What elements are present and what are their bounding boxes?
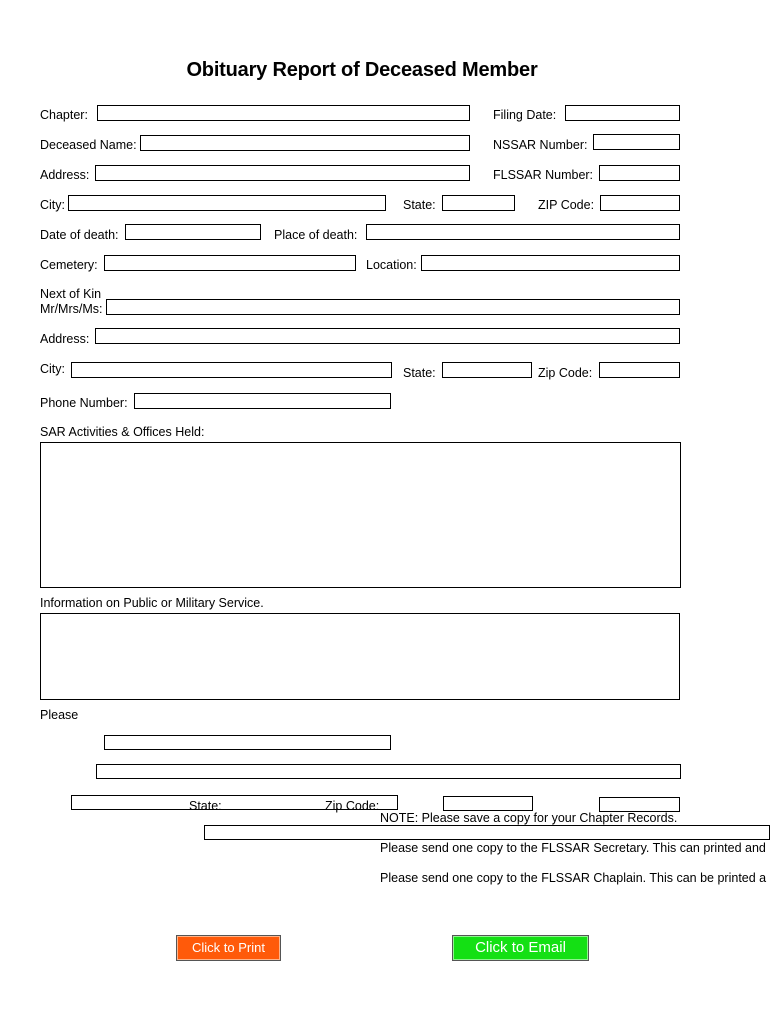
filing-date-field[interactable] [565, 105, 680, 121]
lower-zip-label: Zip Code: [325, 799, 380, 813]
service-info-label: Information on Public or Military Service. [40, 596, 264, 610]
place-of-death-field[interactable] [366, 224, 680, 240]
chapter-label: Chapter: [40, 108, 88, 122]
cemetery-label: Cemetery: [40, 258, 98, 272]
kin-address-label: Address: [40, 332, 90, 346]
zip-field[interactable] [600, 195, 680, 211]
lower-state-field[interactable] [443, 796, 533, 811]
deceased-name-field[interactable] [140, 135, 470, 151]
lower-state-label: State: [189, 799, 222, 813]
note-save-copy: NOTE: Please save a copy for your Chapter Records. [380, 811, 678, 825]
service-info-textarea[interactable] [40, 613, 680, 700]
city-field[interactable] [68, 195, 386, 211]
note-secretary: Please send one copy to the FLSSAR Secretary. This can printed and [380, 841, 766, 855]
please-label: Please [40, 708, 79, 722]
note-chaplain: Please send one copy to the FLSSAR Chaplain. This can be printed a [380, 871, 767, 885]
kin-zip-label: Zip Code: [538, 366, 593, 380]
email-button[interactable]: Click to Email [452, 935, 589, 961]
next-of-kin-salutation-label: Mr/Mrs/Ms: [40, 302, 103, 316]
state-field[interactable] [442, 195, 515, 211]
kin-state-label: State: [403, 366, 436, 380]
state-label: State: [403, 198, 436, 212]
flssar-number-field[interactable] [599, 165, 680, 181]
chapter-field[interactable] [97, 105, 470, 121]
deceased-name-label: Deceased Name: [40, 138, 137, 152]
kin-zip-field[interactable] [599, 362, 680, 378]
next-of-kin-label: Next of Kin [40, 287, 102, 301]
filing-date-label: Filing Date: [493, 108, 557, 122]
kin-city-label: City: [40, 362, 65, 376]
kin-city-field[interactable] [71, 362, 392, 378]
nssar-number-label: NSSAR Number: [493, 138, 588, 152]
address-field[interactable] [95, 165, 470, 181]
cemetery-field[interactable] [104, 255, 356, 271]
phone-field[interactable] [134, 393, 391, 409]
nssar-number-field[interactable] [593, 134, 680, 150]
print-button[interactable]: Click to Print [176, 935, 281, 961]
date-of-death-label: Date of death: [40, 228, 119, 242]
kin-state-field[interactable] [442, 362, 532, 378]
flssar-number-label: FLSSAR Number: [493, 168, 594, 182]
zip-label: ZIP Code: [538, 198, 595, 212]
form-title: Obituary Report of Deceased Member [186, 59, 538, 81]
kin-address-field[interactable] [95, 328, 680, 344]
location-label: Location: [366, 258, 417, 272]
place-of-death-label: Place of death: [274, 228, 358, 242]
lower-field-2[interactable] [96, 764, 681, 779]
next-of-kin-field[interactable] [106, 299, 680, 315]
date-of-death-field[interactable] [125, 224, 261, 240]
lower-field-1[interactable] [104, 735, 391, 750]
location-field[interactable] [421, 255, 680, 271]
sar-activities-label: SAR Activities & Offices Held: [40, 425, 205, 439]
address-label: Address: [40, 168, 90, 182]
phone-label: Phone Number: [40, 396, 128, 410]
lower-field-3[interactable] [204, 825, 770, 840]
city-label: City: [40, 198, 65, 212]
lower-zip-field[interactable] [599, 797, 680, 812]
sar-activities-textarea[interactable] [40, 442, 681, 588]
